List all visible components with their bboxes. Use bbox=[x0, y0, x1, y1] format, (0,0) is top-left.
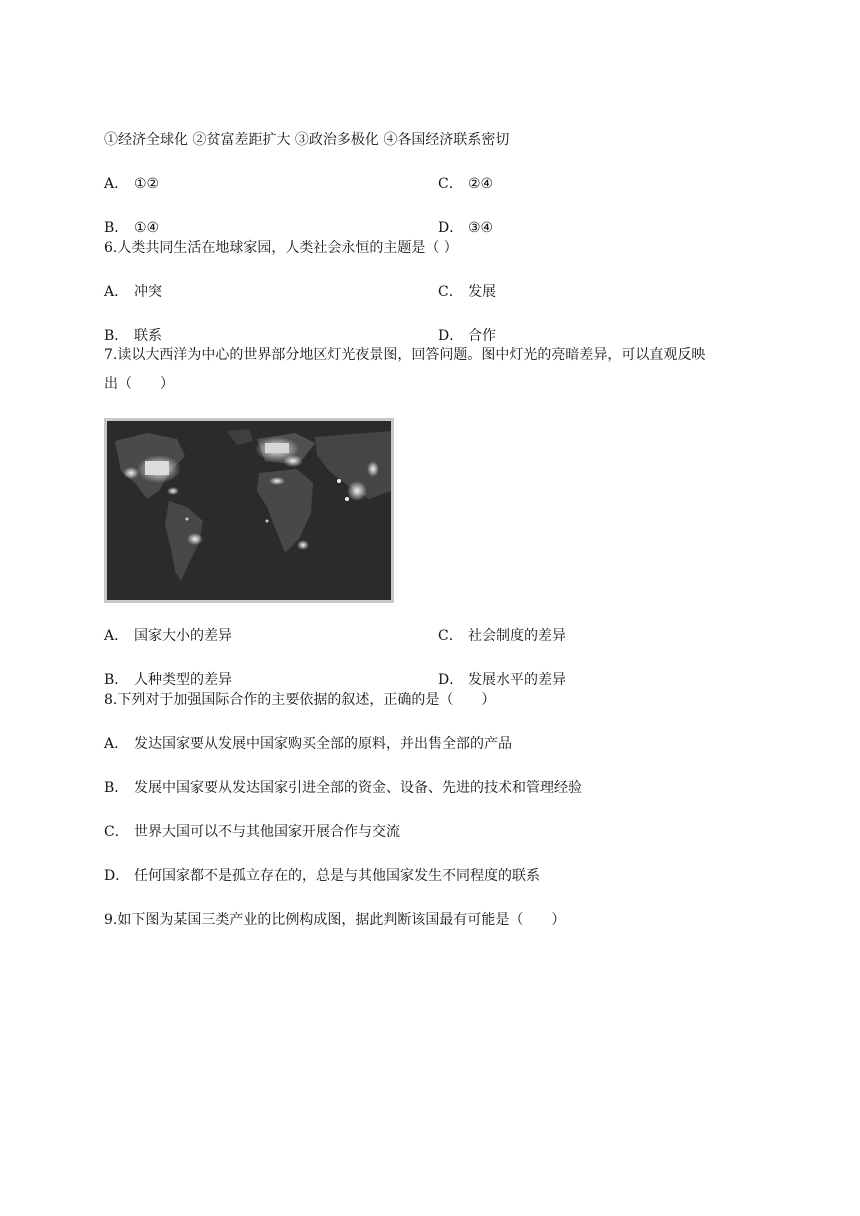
option-text: 人种类型的差异 bbox=[134, 672, 232, 688]
option-letter: A． bbox=[104, 628, 129, 644]
option-text: 发达国家要从发展中国家购买全部的原料，并出售全部的产品 bbox=[134, 736, 512, 752]
q8-option-a[interactable] bbox=[104, 735, 512, 753]
option-text: 发展中国家要从发达国家引进全部的资金、设备、先进的技术和管理经验 bbox=[134, 780, 582, 796]
q5-option-c[interactable] bbox=[438, 175, 493, 193]
option-letter: B． bbox=[104, 780, 129, 796]
option-letter: B． bbox=[104, 328, 129, 344]
q7-option-c[interactable] bbox=[438, 627, 566, 645]
option-letter: D． bbox=[104, 868, 130, 884]
q8-option-c[interactable] bbox=[104, 823, 400, 841]
option-letter: C． bbox=[104, 824, 129, 840]
intro-line: ①经济全球化 ②贫富差距扩大 ③政治多极化 ④各国经济联系密切 bbox=[104, 132, 510, 148]
option-text: 发展水平的差异 bbox=[468, 672, 566, 688]
q7-option-d[interactable] bbox=[438, 671, 566, 689]
option-letter: A． bbox=[104, 284, 129, 300]
q8-stem: 8.下列对于加强国际合作的主要依据的叙述，正确的是（ ） bbox=[104, 692, 496, 708]
q5-option-d[interactable] bbox=[438, 219, 493, 237]
q7-option-b[interactable] bbox=[104, 671, 232, 689]
option-text: 任何国家都不是孤立存在的，总是与其他国家发生不同程度的联系 bbox=[134, 868, 540, 884]
option-text: ①② bbox=[134, 176, 160, 192]
option-letter: D． bbox=[438, 672, 464, 688]
option-text: 国家大小的差异 bbox=[134, 628, 232, 644]
q9-stem: 9.如下图为某国三类产业的比例构成图，据此判断该国最有可能是（ ） bbox=[104, 912, 566, 928]
q6-option-b[interactable] bbox=[104, 327, 162, 345]
q6-option-a[interactable] bbox=[104, 283, 162, 301]
q8-option-d[interactable] bbox=[104, 867, 540, 885]
q7-option-a[interactable] bbox=[104, 627, 232, 645]
q6-stem: 6.人类共同生活在地球家园，人类社会永恒的主题是（ ） bbox=[104, 240, 458, 256]
night-lights-world-map bbox=[104, 418, 394, 603]
option-letter: B． bbox=[104, 672, 129, 688]
option-text: ②④ bbox=[468, 176, 494, 192]
option-text: 社会制度的差异 bbox=[468, 628, 566, 644]
q6-option-d[interactable] bbox=[438, 327, 496, 345]
option-letter: A． bbox=[104, 176, 129, 192]
option-letter: C． bbox=[438, 628, 463, 644]
q6-option-c[interactable] bbox=[438, 283, 496, 301]
option-text: 世界大国可以不与其他国家开展合作与交流 bbox=[134, 824, 400, 840]
option-text: ①④ bbox=[134, 220, 160, 236]
option-text: 冲突 bbox=[134, 284, 162, 300]
q7-stem-line2: 出（ ） bbox=[104, 376, 174, 392]
q8-option-b[interactable] bbox=[104, 779, 582, 797]
night-lights-map-image bbox=[107, 421, 391, 600]
option-letter: C． bbox=[438, 176, 463, 192]
option-text: 发展 bbox=[468, 284, 496, 300]
option-letter: D． bbox=[438, 220, 464, 236]
option-letter: B． bbox=[104, 220, 129, 236]
option-text: 联系 bbox=[134, 328, 162, 344]
q5-option-b[interactable] bbox=[104, 219, 159, 237]
q5-option-a[interactable] bbox=[104, 175, 159, 193]
option-letter: C． bbox=[438, 284, 463, 300]
q7-stem-line1: 7.读以大西洋为中心的世界部分地区灯光夜景图，回答问题。图中灯光的亮暗差异，可以直观反映 bbox=[104, 347, 706, 363]
option-text: ③④ bbox=[468, 220, 494, 236]
option-letter: D． bbox=[438, 328, 464, 344]
option-letter: A． bbox=[104, 736, 129, 752]
option-text: 合作 bbox=[468, 328, 496, 344]
